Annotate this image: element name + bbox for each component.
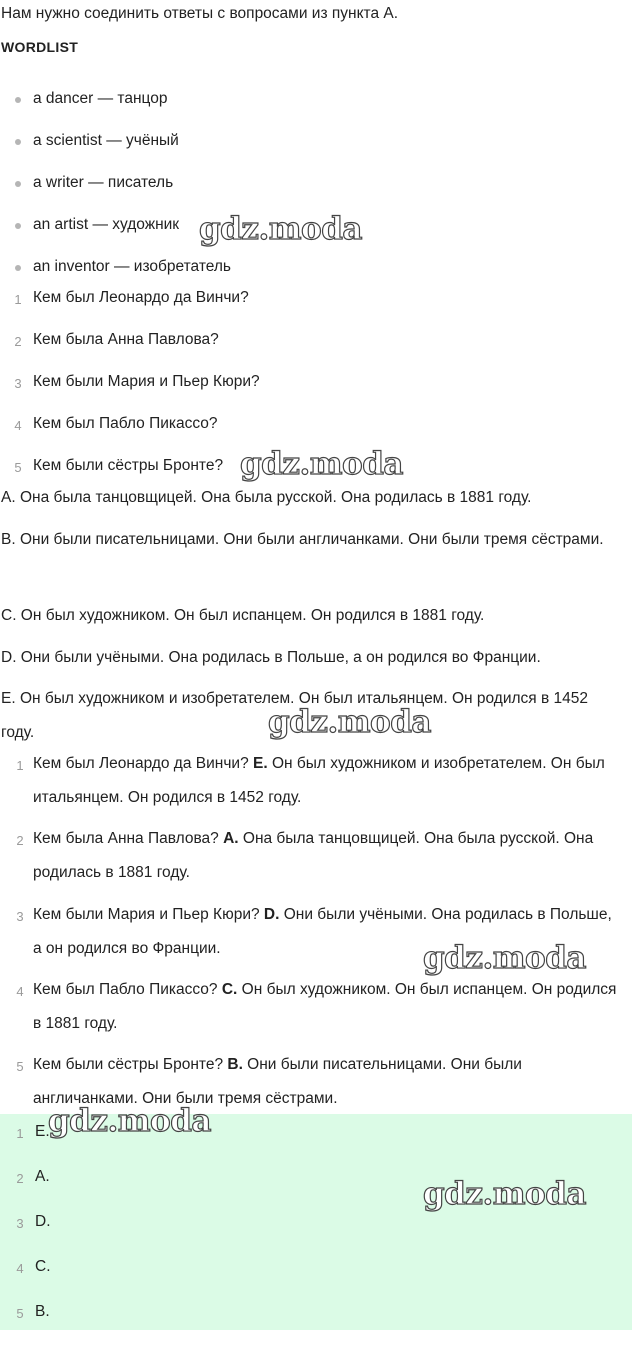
wordlist-item-text: an artist — художник bbox=[33, 216, 180, 233]
answer-text bbox=[33, 747, 623, 815]
question-text: Кем была Анна Павлова? bbox=[33, 331, 219, 348]
wordlist-item-text: an inventor — изобретатель bbox=[33, 258, 231, 275]
short-answer-text: D. bbox=[35, 1213, 51, 1230]
paragraph-c: C. Он был художником. Он был испанцем. Он родился в 1881 году. bbox=[1, 607, 485, 624]
answer-question: Кем был Леонардо да Винчи? bbox=[33, 755, 253, 772]
answer-question: Кем была Анна Павлова? bbox=[33, 830, 224, 847]
item-number: 5 bbox=[14, 460, 22, 475]
question-text: Кем был Леонардо да Винчи? bbox=[33, 289, 249, 306]
item-number: 3 bbox=[14, 376, 22, 391]
item-number: 1 bbox=[16, 758, 24, 773]
bullet-icon bbox=[15, 223, 21, 229]
question-text: Кем были сёстры Бронте? bbox=[33, 457, 224, 474]
bullet-icon bbox=[15, 97, 21, 103]
answer-question: Кем был Пабло Пикассо? bbox=[33, 981, 222, 998]
item-number: 4 bbox=[14, 418, 22, 433]
item-number: 4 bbox=[16, 984, 24, 999]
answer-letter: B. bbox=[227, 1056, 243, 1073]
question-text: Кем был Пабло Пикассо? bbox=[33, 415, 218, 432]
answer-letter: D. bbox=[263, 906, 280, 923]
bullet-icon bbox=[15, 265, 21, 271]
wordlist-item-text: a writer — писатель bbox=[33, 174, 174, 191]
question-text: Кем были Мария и Пьер Кюри? bbox=[33, 373, 260, 390]
paragraph-a: A. Она была танцовщицей. Она была русской. Она родилась в 1881 году. bbox=[1, 489, 532, 506]
item-number: 4 bbox=[16, 1261, 24, 1276]
wordlist-item-text: a scientist — учёный bbox=[33, 132, 179, 149]
answer-body: Он был художником. Он был испанцем. Он родился в 1881 году. bbox=[33, 981, 617, 1032]
answer-text bbox=[33, 822, 623, 890]
paragraph-d: D. Они были учёными. Она родилась в Польше, а он родился во Франции. bbox=[1, 649, 541, 666]
watermark: gdz.moda bbox=[423, 1176, 586, 1212]
bullet-icon bbox=[15, 181, 21, 187]
answer-body: Она была танцовщицей. Она была русской. Она родилась в 1881 году. bbox=[33, 830, 594, 881]
item-number: 2 bbox=[16, 1171, 24, 1186]
item-number: 2 bbox=[16, 833, 24, 848]
answer-question: Кем были сёстры Бронте? bbox=[33, 1056, 228, 1073]
answer-question: Кем были Мария и Пьер Кюри? bbox=[33, 906, 264, 923]
item-number: 2 bbox=[14, 334, 22, 349]
answer-text bbox=[33, 973, 623, 1041]
answer-letter: E. bbox=[253, 755, 268, 772]
item-number: 3 bbox=[16, 909, 24, 924]
item-number: 3 bbox=[16, 1216, 24, 1231]
answer-body: Они были учёными. Она родилась в Польше, а он родился во Франции. bbox=[33, 906, 612, 957]
paragraph-e: E. Он был художником и изобретателем. Он был итальянцем. Он родился в 1452 году. bbox=[1, 690, 588, 741]
wordlist-item-text: a dancer — танцор bbox=[33, 90, 168, 107]
short-answer-text: E. bbox=[35, 1123, 50, 1140]
item-number: 1 bbox=[14, 292, 22, 307]
answer-letter: C. bbox=[221, 981, 238, 998]
watermark: gdz.moda bbox=[48, 1103, 211, 1139]
paragraph-b: B. Они были писательницами. Они были англичанками. Они были тремя сёстрами. bbox=[1, 531, 604, 548]
item-number: 5 bbox=[16, 1306, 24, 1321]
short-answer-text: C. bbox=[35, 1258, 51, 1275]
bullet-icon bbox=[15, 139, 21, 145]
answer-letter: A. bbox=[223, 830, 239, 847]
watermark: gdz.moda bbox=[268, 704, 431, 740]
item-number: 1 bbox=[16, 1126, 24, 1141]
answer-body: Он был художником и изобретателем. Он был итальянцем. Он родился в 1452 году. bbox=[33, 755, 605, 806]
watermark: gdz.moda bbox=[199, 211, 362, 247]
short-answer-text: A. bbox=[35, 1168, 50, 1185]
watermark: gdz.moda bbox=[423, 940, 586, 976]
short-answers-panel bbox=[0, 1114, 632, 1330]
answer-body: Они были писательницами. Они были англичанками. Они были тремя сёстрами. bbox=[33, 1056, 522, 1107]
intro-text: Нам нужно соединить ответы с вопросами из пункта А. bbox=[1, 5, 399, 22]
watermark: gdz.moda bbox=[240, 446, 403, 482]
short-answer-text: B. bbox=[35, 1303, 50, 1320]
wordlist-heading: WORDLIST bbox=[1, 39, 79, 55]
item-number: 5 bbox=[16, 1059, 24, 1074]
